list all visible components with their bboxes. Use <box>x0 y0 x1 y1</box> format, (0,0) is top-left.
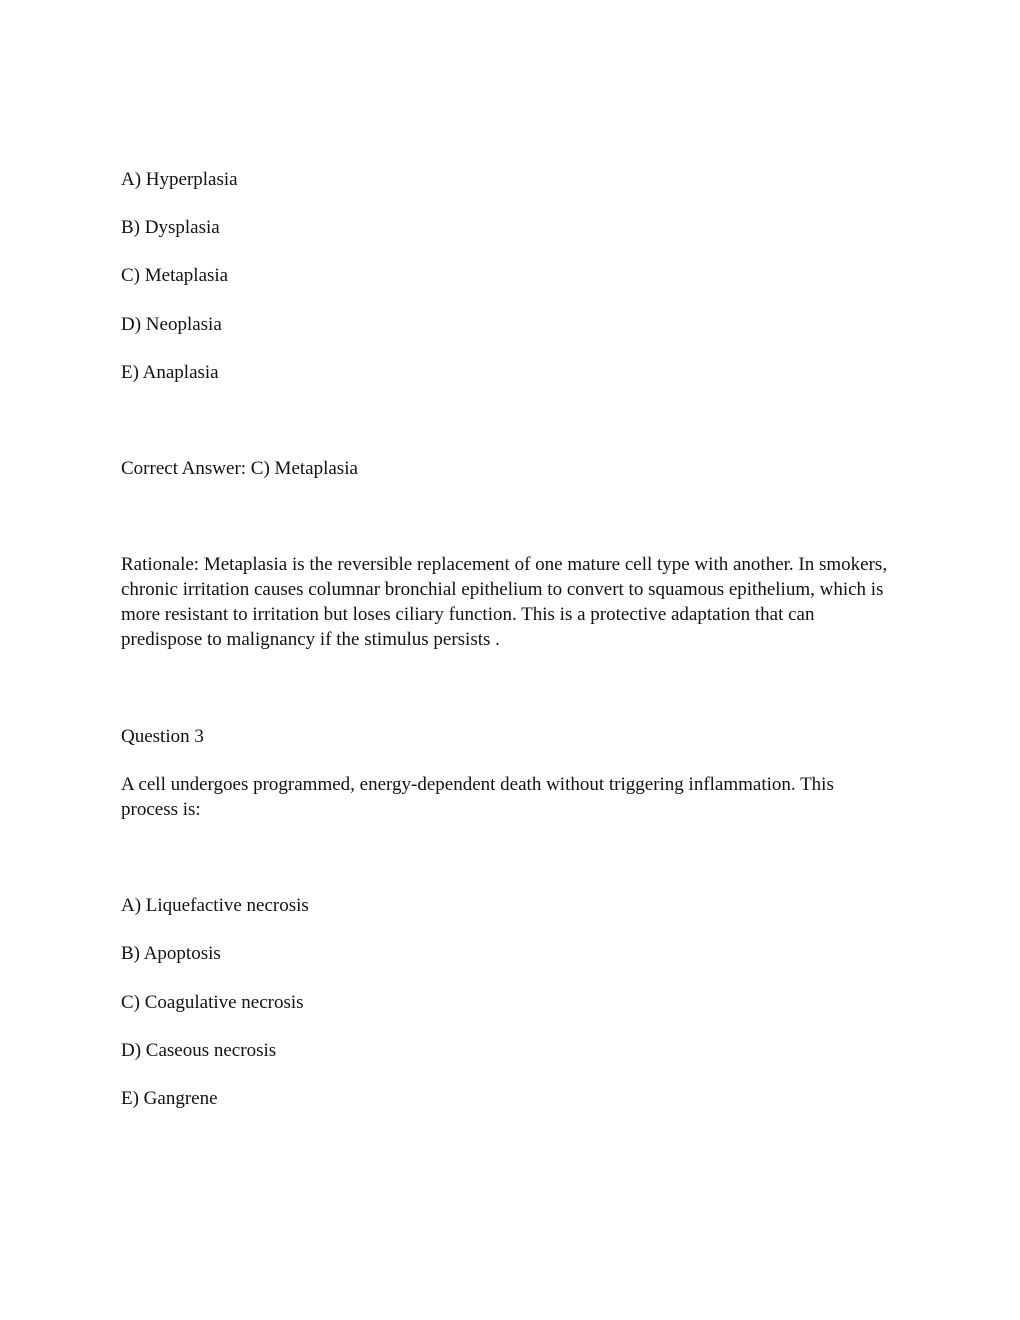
q3-option-a: A) Liquefactive necrosis <box>121 895 309 916</box>
q3-option-d: D) Caseous necrosis <box>121 1040 277 1061</box>
q2-rationale: Rationale: Metaplasia is the reversible replacement of one mature cell type with another. In smokers, chronic irritation causes columnar bronchial epithelium to convert to squamous epithelium, which is more resistant to irritation but loses ciliary function. This is a protective adaptation that can predispose to malignancy if the stimulus persists . <box>121 554 888 650</box>
q2-option-b: B) Dysplasia <box>121 217 220 238</box>
q3-stem: A cell undergoes programmed, energy-dependent death without triggering inflammation. This process is: <box>121 774 834 820</box>
q3-heading: Question 3 <box>121 726 204 747</box>
q2-correct-answer: Correct Answer: C) Metaplasia <box>121 458 358 479</box>
q2-option-a: A) Hyperplasia <box>121 169 238 190</box>
q2-option-d: D) Neoplasia <box>121 314 222 335</box>
q2-option-e: E) Anaplasia <box>121 362 219 383</box>
q3-option-b: B) Apoptosis <box>121 943 221 964</box>
q2-option-c: C) Metaplasia <box>121 265 229 286</box>
q3-option-c: C) Coagulative necrosis <box>121 992 304 1013</box>
q3-option-e: E) Gangrene <box>121 1088 218 1109</box>
